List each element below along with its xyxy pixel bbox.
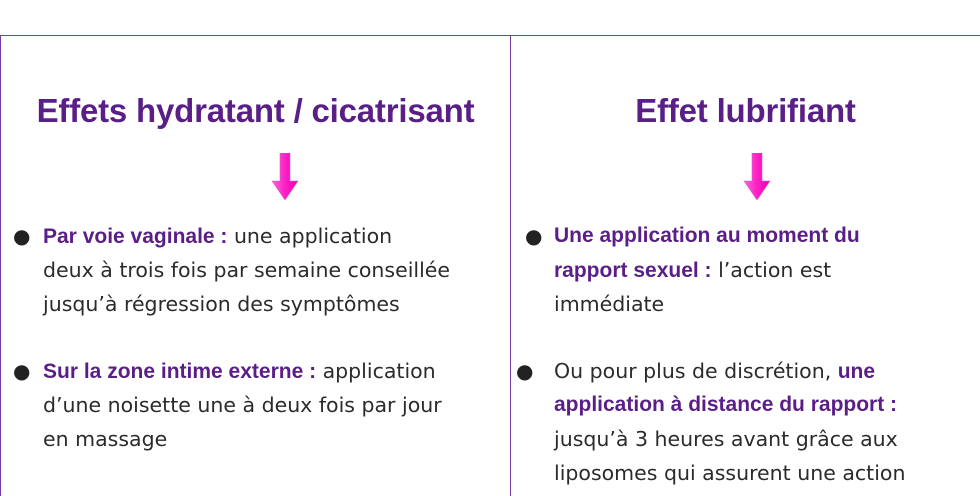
item-text-line: immédiate [554, 292, 665, 316]
down-arrow-icon [743, 153, 771, 201]
bullet-dot-icon: ● [13, 224, 31, 248]
right-column [511, 36, 980, 496]
left-column [0, 36, 511, 496]
bullet-dot-icon: ● [13, 359, 31, 383]
list-item [554, 354, 875, 389]
down-arrow-icon [271, 153, 299, 201]
item-label: Sur la zone intime externe : [43, 360, 317, 383]
item-label: Par voie vaginale : [43, 225, 228, 248]
item-text-line: deux à trois fois par semaine conseillée [43, 258, 451, 282]
item-label: rapport sexuel : [554, 259, 712, 282]
item-text: l’action est [711, 258, 832, 282]
item-text-line: jusqu’à 3 heures avant grâce aux [554, 427, 898, 451]
item-text: une application [227, 224, 393, 248]
left-heading: Effets hydratant / cicatrisant [36, 92, 475, 129]
list-item [554, 253, 831, 288]
comparison-table [0, 35, 980, 496]
item-text-line: en massage [43, 427, 168, 451]
item-text-line: d’une noisette une à deux fois par jour [43, 393, 442, 417]
item-label: une [837, 360, 876, 383]
item-text: Ou pour plus de discrétion, [554, 359, 838, 383]
bullet-dot-icon: ● [516, 359, 534, 383]
list-item [43, 354, 436, 389]
right-heading: Effet lubrifiant [635, 92, 856, 129]
item-label: Une application au moment du [554, 224, 860, 247]
item-text-line: jusqu’à régression des symptômes [43, 292, 400, 316]
item-text-line: liposomes qui assurent une action [554, 461, 906, 485]
item-label: application à distance du rapport : [554, 393, 898, 416]
item-text: application [316, 359, 436, 383]
list-item [43, 219, 392, 254]
bullet-dot-icon: ● [525, 224, 543, 248]
